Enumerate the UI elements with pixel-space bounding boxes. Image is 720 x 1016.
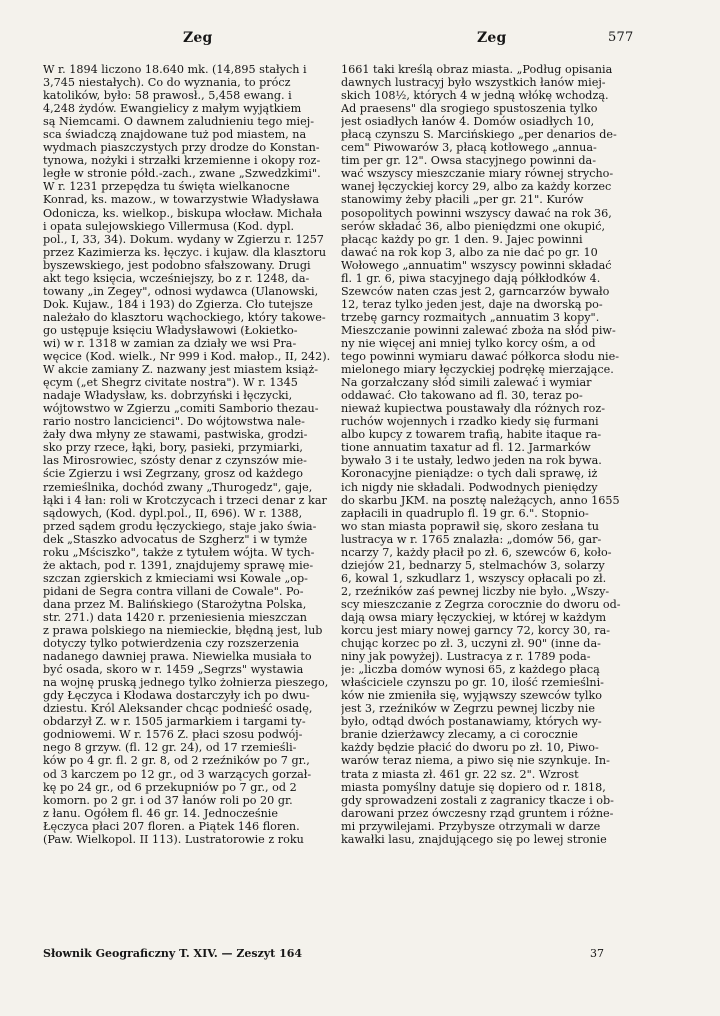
text-line: szczan zgierskich z kmieciami wsi Kowale „op-	[43, 571, 308, 585]
text-line: niny jak powyżej). Lustracya z r. 1789 poda-	[341, 650, 591, 664]
text-line: scy mieszczanie z Zegrza corocznie do dworu od-	[341, 597, 621, 611]
text-line: tynowa, nożyki i strzałki krzemienne i okopy roz-	[43, 154, 321, 168]
text-line: oddawać. Cło takowano ad fl. 30, teraz po-	[341, 389, 583, 403]
text-line: chując korzec po zł. 3, uczyni zł. 90" (inne da-	[341, 637, 601, 651]
right-column	[341, 63, 646, 846]
text-line: Odonicza, ks. wielkop., biskupa włocław. Michała	[43, 206, 323, 220]
text-line: branie dzierżawcy zlecamy, a ci corocznie	[341, 728, 578, 742]
text-line: ków po 4 gr. fl. 2 gr. 8, od 2 rzeźników po 7 gr.,	[43, 754, 310, 768]
text-line: dziestu. Król Aleksander chcąc podnieść osadę,	[43, 702, 313, 716]
text-line: dana przez M. Balińskiego (Starożytna Polska,	[43, 597, 307, 611]
text-line: stanowimy żeby płacili „per gr. 21". Kurów	[341, 193, 584, 207]
left-column	[43, 63, 348, 846]
text-line: należało do klasztoru wąchockiego, który takowe-	[43, 310, 326, 324]
text-line: jest osiadłych łanów 4. Domów osiadłych 10,	[341, 115, 595, 129]
text-line: roku „Mściszko", także z tytułem wójta. W tych-	[43, 545, 315, 559]
text-line: mi przywilejami. Przybysze otrzymali w darze	[341, 819, 601, 833]
text-line: Dok. Kujaw., 184 i 193) do Zgierza. Cło tutejsze	[43, 297, 313, 311]
text-line: dek „Staszko advocatus de Szgherz" i w tymże	[43, 532, 308, 546]
text-line: od 3 karczem po 12 gr., od 3 warzących gorzał-	[43, 767, 312, 781]
text-line: serów składać 36, albo pieniędzmi one okupić,	[341, 219, 606, 233]
text-line: albo kupcy z towarem trafią, habite itaque ra-	[341, 428, 602, 442]
text-line: przez Kazimierza ks. łęczyc. i kujaw. dla klasztoru	[43, 245, 327, 259]
text-line: mielonego miary łęczyckiej podrękę mierzające.	[341, 363, 614, 377]
text-line: wi) w r. 1318 w zamian za działy we wsi Pra-	[43, 336, 297, 350]
text-line: dawnych lustracyj było wszystkich łanów miej-	[341, 76, 606, 90]
text-line: Wołowego „annuatim" wszyscy powinni składać	[341, 258, 612, 272]
text-line: ków nie zmieniła się, wyjąwszy szewców tylko	[341, 689, 602, 703]
text-line: ruchów wojennych i rzadko kiedy się furmani	[341, 415, 599, 429]
text-line: go ustępuje księciu Władysławowi (Łokietko-	[43, 323, 298, 337]
text-line: nadaje Władysław, ks. dobrzyński i łęczycki,	[43, 389, 293, 403]
text-line: towany „in Zegey", odnosi wydawca (Ulanowski,	[43, 284, 319, 298]
text-line: ny nie więcej ani mniej tylko korcy ośm, a od	[341, 336, 596, 350]
text-line: na wojnę pruską jednego tylko żołnierza pieszego,	[43, 676, 329, 690]
text-line: dają owsa miary łęczyckiej, w której w każdym	[341, 610, 607, 624]
text-line: kę po 24 gr., od 6 przekupniów po 7 gr., od 2	[43, 780, 297, 794]
text-line: 2, rzeźników zaś pewnej liczby nie było. „Wszy-	[341, 584, 610, 598]
text-line: ncarzy 7, każdy płacił po zł. 6, szewców 6, koło-	[341, 545, 612, 559]
text-line: przed sądem grodu łęczyckiego, staje jako świa-	[43, 519, 317, 533]
text-line: bywało 3 i te ustały, ledwo jeden na rok bywa.	[341, 454, 602, 468]
text-line: miasta pomyślny datuje się dopiero od r. 1818,	[341, 780, 606, 794]
text-line: sko przy rzece, łąki, bory, pasieki, przymiarki,	[43, 441, 303, 455]
text-line: (Paw. Wielkopol. II 113). Lustratorowie z roku	[43, 832, 304, 846]
text-line: każdy będzie płacić do dworu po zł. 10, Piwo-	[341, 741, 599, 755]
text-line: pidani de Segra contra villani de Cowale". Po-	[43, 584, 304, 598]
text-line: węcice (Kod. wielk., Nr 999 i Kod. małop., II, 242).	[43, 350, 331, 364]
text-line: zapłacili in quadruplo fl. 19 gr. 6.". Stopnio-	[341, 506, 589, 520]
text-line: do skarbu JKM. na posztę należących, anno 1655	[341, 493, 620, 507]
text-line: las Mirosrowiec, szósty denar z czynszów mie-	[43, 454, 307, 468]
text-line: wać wszyscy mieszczanie miary równej strycho-	[341, 167, 614, 181]
text-line: korcu jest miary nowej garncy 72, korcy 30, ra-	[341, 624, 611, 638]
running-head-left: Zeg	[183, 30, 213, 46]
text-line: Na gorzałczany słód simili zalewać i wymiar	[341, 376, 592, 390]
text-line: nieważ kupiectwa poustawały dla różnych roz-	[341, 402, 606, 416]
text-line: płacąc każdy po gr. 1 den. 9. Jajec powinni	[341, 232, 583, 246]
text-line: darowani przez ówczesny rząd gruntem i różne-	[341, 806, 614, 820]
text-line: W r. 1231 przepędza tu święta wielkanocne	[43, 180, 290, 194]
text-line: godniowemi. W r. 1576 Z. płaci szosu podwój-	[43, 728, 303, 742]
text-line: 4,248 żydów. Ewangielicy z małym wyjątkiem	[43, 102, 302, 116]
text-line: sca świadczą znajdowane tuż pod miastem, na	[43, 128, 307, 142]
text-line: W akcie zamiany Z. nazwany jest miastem książ-	[43, 363, 319, 377]
text-line: wydmach piaszczystych przy drodze do Konstan-	[43, 141, 320, 155]
text-line: Koronacyjne pieniądze: o tych dali sprawę, iż	[341, 467, 598, 481]
text-line: wanej łęczyckiej korcy 29, albo za każdy korzec	[341, 180, 612, 194]
text-line: jest 3, rzeźników w Zegrzu pewnej liczby nie	[341, 702, 595, 716]
text-line: obdarzył Z. w r. 1505 jarmarkiem i targami ty-	[43, 715, 306, 729]
text-line: że aktach, pod r. 1391, znajdujemy sprawę mie-	[43, 558, 314, 572]
text-line: z prawa polskiego na niemieckie, błędną jest, lub	[43, 624, 323, 638]
text-line: fl. 1 gr. 6, piwa stacyjnego dają półkłodków 4.	[341, 271, 601, 285]
signature-number: 37	[590, 947, 604, 960]
text-line: katolików, było: 58 prawosł., 5,458 ewang. i	[43, 89, 292, 103]
text-line: ich nigdy nie składali. Podwodnych pieniędzy	[341, 480, 598, 494]
text-line: 12, teraz tylko jeden jest, daje na dworską po-	[341, 297, 603, 311]
text-line: cem" Piwowarów 3, płacą kotłowego „annua-	[341, 141, 597, 155]
text-line: gdy Łęczyca i Kłodawa dostarczyły ich po dwu-	[43, 689, 310, 703]
text-line: być osada, skoro w r. 1459 „Segrzs" wystawia	[43, 663, 304, 677]
text-line: właściciele czynszu po gr. 10, ilość rzemieślni-	[341, 676, 604, 690]
text-line: z łanu. Ogółem fl. 46 gr. 14. Jednocześnie	[43, 806, 278, 820]
text-line: trzebę garncy rozmaitych „annuatim 3 kopy".	[341, 310, 600, 324]
text-line: wo stan miasta poprawił się, skoro zesłana tu	[341, 519, 599, 533]
text-line: trata z miasta zł. 461 gr. 22 sz. 2". Wzrost	[341, 767, 579, 781]
text-line: Ad praesens" dla srogiego spustoszenia tylko	[341, 102, 598, 116]
text-line: tego powinni wymiaru dawać półkorca słodu nie-	[341, 350, 620, 364]
text-line: str. 271.) data 1420 r. przeniesienia mieszczan	[43, 610, 307, 624]
page-number: 577	[608, 30, 634, 45]
text-line: pol., I, 33, 34). Dokum. wydany w Zgierzu r. 1257	[43, 232, 324, 246]
text-line: Łęczyca płaci 207 floren. a Piątek 146 floren.	[43, 819, 300, 833]
text-line: ęcym („et Shegrz civitate nostra"). W r. 1345	[43, 376, 298, 390]
text-line: lustracya w r. 1765 znalazła: „domów 56, gar-	[341, 532, 602, 546]
text-line: Mieszczanie powinni zalewać zboża na słód piw-	[341, 323, 616, 337]
text-line: dziejów 21, bednarzy 5, stelmachów 3, solarzy	[341, 558, 605, 572]
publication-footer: Słownik Geograficzny T. XIV. — Zeszyt 164	[43, 947, 303, 960]
text-line: nego 8 grzyw. (fl. 12 gr. 24), od 17 rzemieśli-	[43, 741, 297, 755]
running-head-right: Zeg	[477, 30, 507, 46]
text-line: ście Zgierzu i wsi Zegrzany, grosz od każdego	[43, 467, 304, 481]
text-line: płacą czynszu S. Marcińskiego „per denarios de-	[341, 128, 617, 142]
text-line: komorn. po 2 gr. i od 37 łanów roli po 20 gr.	[43, 793, 293, 807]
text-line: wójtowstwo w Zgierzu „comiti Samborio thezau-	[43, 402, 319, 416]
text-line: skich 108½, których 4 w jedną włókę wchodzą.	[341, 89, 609, 103]
text-line: akt tego księcia, wcześniejszy, bo z r. 1248, da-	[43, 271, 310, 285]
text-line: Konrad, ks. mazow., w towarzystwie Władysława	[43, 193, 320, 207]
text-line: Szewców naten czas jest 2, garncarzów bywało	[341, 284, 610, 298]
text-line: było, odtąd dwóch postanawiamy, których wy-	[341, 715, 602, 729]
text-line: kawałki lasu, znajdującego się po lewej stronie	[341, 832, 607, 846]
text-line: dotyczy tylko potwierdzenia czy rozszerzenia	[43, 637, 300, 651]
text-line: gdy sprowadzeni zostali z zagranicy tkacze i ob-	[341, 793, 614, 807]
text-line: W r. 1894 liczono 18.640 mk. (14,895 stałych i	[43, 63, 307, 76]
text-line: tione annuatim taxatur ad fl. 12. Jarmarków	[341, 441, 591, 455]
text-line: dawać na rok kop 3, albo za nie dać po gr. 10	[341, 245, 598, 259]
text-line: 1661 taki kreślą obraz miasta. „Podług opisania	[341, 63, 613, 76]
text-line: sądowych, (Kod. dypl.pol., II, 696). W r. 1388,	[43, 506, 303, 520]
text-line: rario nostro lancicienci". Do wójtowstwa nale-	[43, 415, 305, 429]
text-line: żały dwa młyny ze stawami, pastwiska, grodzi-	[43, 428, 308, 442]
text-line: 6, kowal 1, szkudlarz 1, wszyscy opłacali po zł.	[341, 571, 607, 585]
text-line: łąki i 4 łan: roli w Krotczycach i trzeci denar z kar	[43, 493, 327, 507]
text-line: posopolitych powinni wszyscy dawać na rok 36,	[341, 206, 612, 220]
text-line: są Niemcami. O dawnem zaludnieniu tego miej-	[43, 115, 315, 129]
text-line: tim per gr. 12". Owsa stacyjnego powinni da-	[341, 154, 596, 168]
text-line: 3,745 niestałych). Co do wyznania, to prócz	[43, 76, 291, 90]
text-line: warów teraz niema, a piwo się nie szynkuje. In-	[341, 754, 610, 768]
text-line: je: „liczba domów wynosi 65, z każdego płacą	[341, 663, 600, 677]
text-line: nadanego dawniej prawa. Niewielka musiała to	[43, 650, 312, 664]
text-line: byszewskiego, jest podobno sfałszowany. Drugi	[43, 258, 311, 272]
text-line: rzemieślnika, dochód zwany „Thurogedz", gaje,	[43, 480, 313, 494]
text-line: i opata sulejowskiego Villermusa (Kod. dypl.	[43, 219, 295, 233]
text-line: ległe w stronie półd.-zach., zwane „Szwedzkimi".	[43, 167, 321, 181]
